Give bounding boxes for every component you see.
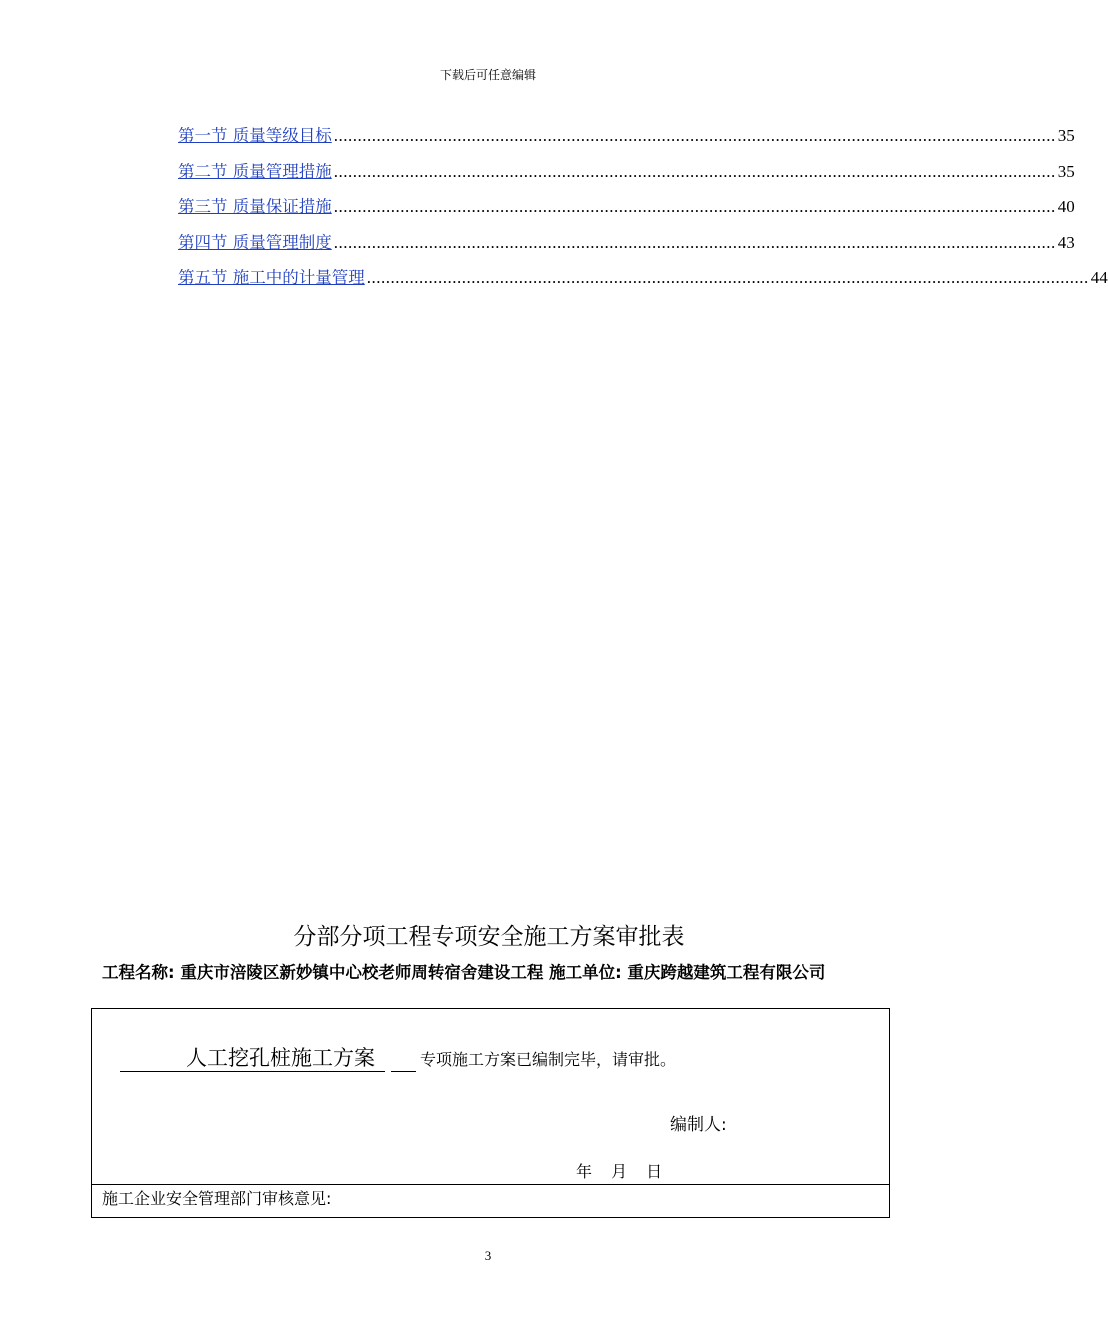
toc-page-number: 43	[1057, 232, 1075, 252]
toc-entry[interactable]	[178, 231, 1075, 267]
toc-link[interactable]: 第一节 质量等级目标	[178, 126, 332, 145]
project-info: 工程名称: 重庆市涪陵区新妙镇中心校老师周转宿舍建设工程 施工单位: 重庆跨越建筑工程有限公司	[102, 963, 826, 982]
toc-entry[interactable]	[178, 124, 1075, 160]
table-of-contents	[178, 124, 1108, 302]
date-label: 年 月 日	[576, 1162, 663, 1181]
toc-leader-dots: ........................................................................................................................................................	[333, 197, 1056, 216]
toc-leader-dots: ........................................................................................................................................................	[366, 268, 1089, 287]
toc-entry[interactable]	[178, 266, 1108, 302]
form-title: 分部分项工程专项安全施工方案审批表	[293, 924, 685, 950]
plan-text: 专项施工方案已编制完毕，请审批。	[420, 1050, 677, 1069]
toc-entry[interactable]	[178, 160, 1075, 196]
plan-name: 人工挖孔桩施工方案	[120, 1045, 385, 1072]
plan-line	[120, 1045, 676, 1072]
toc-page-number: 44	[1090, 268, 1108, 287]
toc-leader-dots: ........................................................................................................................................................	[333, 126, 1056, 145]
editor-label: 编制人:	[670, 1115, 727, 1135]
toc-page-number: 40	[1057, 197, 1075, 216]
toc-link[interactable]: 第二节 质量管理措施	[178, 161, 332, 181]
page-header: 下载后可任意编辑	[439, 68, 536, 82]
toc-page-number: 35	[1057, 126, 1075, 145]
form-divider	[92, 1184, 889, 1185]
toc-entry[interactable]	[178, 195, 1075, 231]
approval-form	[91, 1008, 890, 1218]
toc-leader-dots: ........................................................................................................................................................	[333, 232, 1056, 252]
toc-page-number: 35	[1057, 161, 1075, 181]
toc-link[interactable]: 第四节 质量管理制度	[178, 232, 332, 252]
underline-blank	[391, 1045, 416, 1072]
page-number: 3	[484, 1248, 492, 1263]
opinion-label: 施工企业安全管理部门审核意见:	[102, 1189, 332, 1208]
toc-leader-dots: ........................................................................................................................................................	[333, 161, 1056, 181]
toc-link[interactable]: 第三节 质量保证措施	[178, 197, 332, 216]
toc-link[interactable]: 第五节 施工中的计量管理	[178, 268, 365, 287]
